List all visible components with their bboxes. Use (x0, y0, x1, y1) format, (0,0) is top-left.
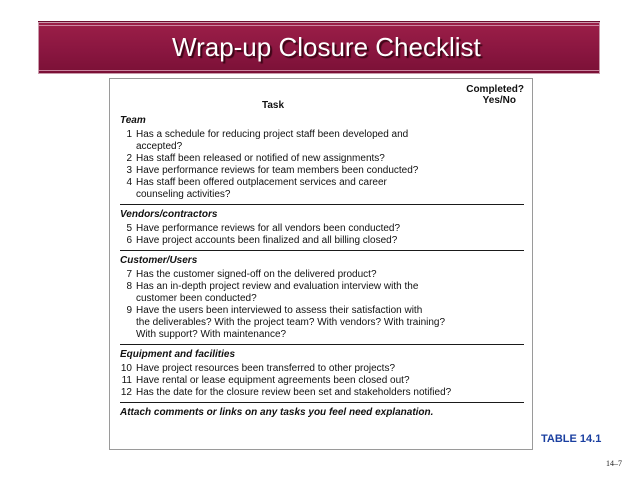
checklist-item (120, 375, 524, 387)
item-number (120, 141, 132, 153)
checklist-rows (120, 115, 524, 419)
checklist-item (120, 317, 524, 329)
checklist-item (120, 387, 524, 399)
checklist-item (120, 363, 524, 375)
item-text: Have project resources been transferred to other projects? (136, 363, 396, 374)
header-completed (444, 84, 524, 106)
item-text: counseling activities? (136, 189, 231, 200)
slide-title: Wrap-up Closure Checklist (172, 32, 481, 62)
item-number: 2 (126, 153, 132, 164)
item-number: 3 (126, 165, 132, 176)
item-text: the deliverables? With the project team? With vendors? With training? (136, 317, 446, 328)
item-number (120, 317, 132, 329)
footer-note: Attach comments or links on any tasks you feel need explanation. (120, 407, 434, 418)
checklist-item (120, 189, 524, 201)
header-completed-line2: Yes/No (482, 95, 516, 106)
item-text: With support? With maintenance? (136, 329, 287, 340)
item-text: Have performance reviews for all vendors been conducted? (136, 223, 401, 234)
item-number: 8 (126, 281, 132, 292)
item-text: customer been conducted? (136, 293, 257, 304)
item-number: 11 (121, 375, 132, 386)
section-heading: Vendors/contractors (120, 209, 218, 220)
checklist-item (120, 293, 524, 305)
item-text: Has a schedule for reducing project staff been developed and (136, 129, 409, 140)
item-text: Have rental or lease equipment agreements been closed out? (136, 375, 410, 386)
section-divider (120, 250, 524, 251)
checklist-item (120, 165, 524, 177)
item-number: 10 (120, 363, 132, 374)
item-number: 4 (126, 177, 132, 188)
header-completed-line1: Completed? (466, 84, 524, 95)
item-text: Has the customer signed-off on the delivered product? (136, 269, 377, 280)
item-number: 9 (126, 305, 132, 316)
checklist-item (120, 329, 524, 341)
item-number: 12 (120, 387, 132, 398)
item-number (120, 293, 132, 305)
table-caption: TABLE 14.1 (541, 433, 602, 445)
section-heading: Customer/Users (120, 255, 198, 266)
checklist-item (120, 223, 524, 235)
item-text: Has an in-depth project review and evaluation interview with the (136, 281, 419, 292)
item-text: Has the date for the closure review been set and stakeholders notified? (136, 387, 452, 398)
item-number: 7 (126, 269, 132, 280)
slide-title-bar (38, 21, 600, 74)
item-number: 5 (126, 223, 132, 234)
checklist-item (120, 141, 524, 153)
item-text: accepted? (136, 141, 183, 152)
item-number (120, 189, 132, 201)
section-heading: Equipment and facilities (120, 349, 236, 360)
checklist-table (109, 78, 533, 450)
item-text: Have project accounts been finalized and all billing closed? (136, 235, 398, 246)
checklist-item (120, 177, 524, 189)
item-number (120, 329, 132, 341)
item-text: Have the users been interviewed to assess their satisfaction with (136, 305, 423, 316)
checklist-item (120, 129, 524, 141)
item-number: 1 (126, 129, 132, 140)
checklist-item (120, 305, 524, 317)
checklist-item (120, 281, 524, 293)
item-text: Has staff been released or notified of new assignments? (136, 153, 385, 164)
checklist-item (120, 153, 524, 165)
section-divider (120, 402, 524, 403)
checklist-item (120, 235, 524, 247)
page-number: 14–7 (606, 459, 622, 468)
item-number: 6 (126, 235, 132, 246)
item-text: Have performance reviews for team members been conducted? (136, 165, 419, 176)
section-divider (120, 204, 524, 205)
section-divider (120, 344, 524, 345)
item-text: Has staff been offered outplacement services and career (136, 177, 387, 188)
checklist-item (120, 269, 524, 281)
header-task: Task (262, 100, 285, 111)
section-heading: Team (120, 115, 146, 126)
